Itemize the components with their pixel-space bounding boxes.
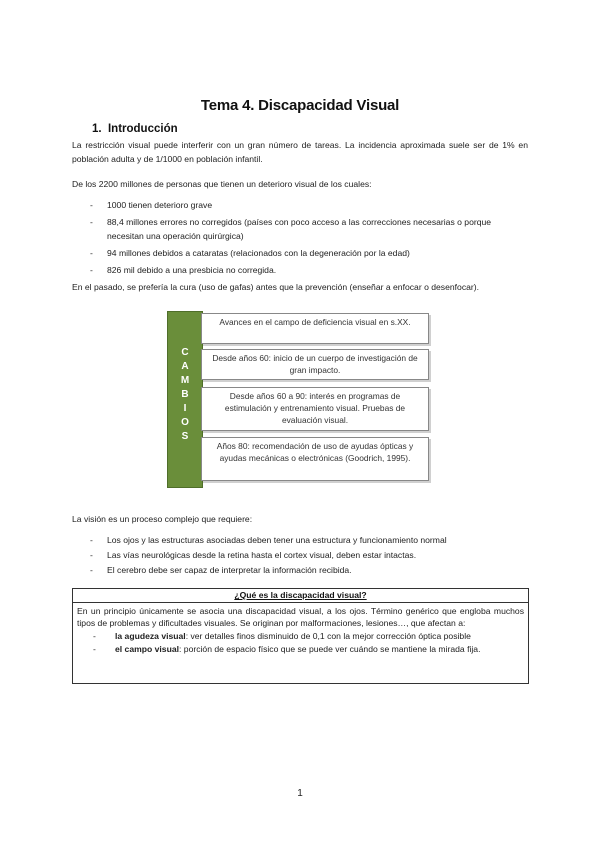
diagram-box: Desde años 60: inicio de un cuerpo de investigación de gran impacto. [201,349,429,380]
list-item: - 826 mil debido a una presbicia no corregida. [90,265,277,275]
list-item: - 1000 tienen deterioro grave [90,200,213,210]
section-heading [92,123,178,135]
diagram-label [168,346,202,444]
list-item: - la agudeza visual: ver detalles finos disminuido de 0,1 con la mejor corrección óptica posible [93,631,471,641]
diagram-box: Avances en el campo de deficiencia visual en s.XX. [201,313,429,344]
diagram-label-letter: A [181,361,189,372]
list-item: - el campo visual: porción de espacio físico que se puede ver cuándo se mantiene la mirada fija. [93,644,481,654]
stats-list [72,198,530,280]
diagram-label-letter: S [181,431,189,442]
list-item: - El cerebro debe ser capaz de interpretar la información recibida. [90,565,352,575]
diagram-box: Desde años 60 a 90: interés en programas de estimulación y entrenamiento visual. Pruebas de evaluación visual. [201,387,429,431]
page-title: Tema 4. Discapacidad Visual [200,97,400,114]
list-item: - Los ojos y las estructuras asociadas deben tener una estructura y funcionamiento normal [90,535,447,545]
intro-paragraph: La restricción visual puede interferir con un gran número de tareas. La incidencia aproximada suele ser de 1% en población adulta y de 1/1000 en población infantil. [72,140,528,164]
page-number: 1 [297,788,303,799]
vision-list [72,533,530,578]
definition-heading: ¿Qué es la discapacidad visual? [73,589,528,603]
section-number: 1. [92,123,102,135]
diagram-label-letter: M [180,375,190,386]
list-item: - 88,4 millones errores no corregidos (países con poco acceso a las correcciones necesarias o porque necesitan una operación quirúrgica) [90,217,492,241]
definition-box [72,588,529,684]
diagram-label-letter: B [181,389,189,400]
section-label: Introducción [107,123,178,135]
definition-text: En un principio únicamente se asocia una discapacidad visual, a los ojos. Término genérico que engloba muchos tipos de problemas y dificultades visuales. Se originan por malformaciones, lesiones…, que afectan a: [77,606,524,628]
diagram-label-bar [167,311,203,488]
diagram-label-letter: I [183,403,187,414]
changes-diagram [167,311,435,489]
list-item: - Las vías neurológicas desde la retina hasta el cortex visual, deben estar intactas. [90,550,417,560]
diagram-box: Años 80: recomendación de uso de ayudas ópticas y ayudas mecánicas o electrónicas (Goodrich, 1995). [201,437,429,481]
vision-lead: La visión es un proceso complejo que requiere: [72,514,253,524]
past-paragraph: En el pasado, se prefería la cura (uso de gafas) antes que la prevención (enseñar a enfocar o desenfocar). [72,282,480,292]
diagram-label-letter: O [181,417,189,428]
list-item: - 94 millones debidos a cataratas (relacionados con la degeneración por la edad) [90,248,410,258]
diagram-label-letter: C [181,347,189,358]
stats-lead: De los 2200 millones de personas que tienen un deterioro visual de los cuales: [72,179,372,189]
